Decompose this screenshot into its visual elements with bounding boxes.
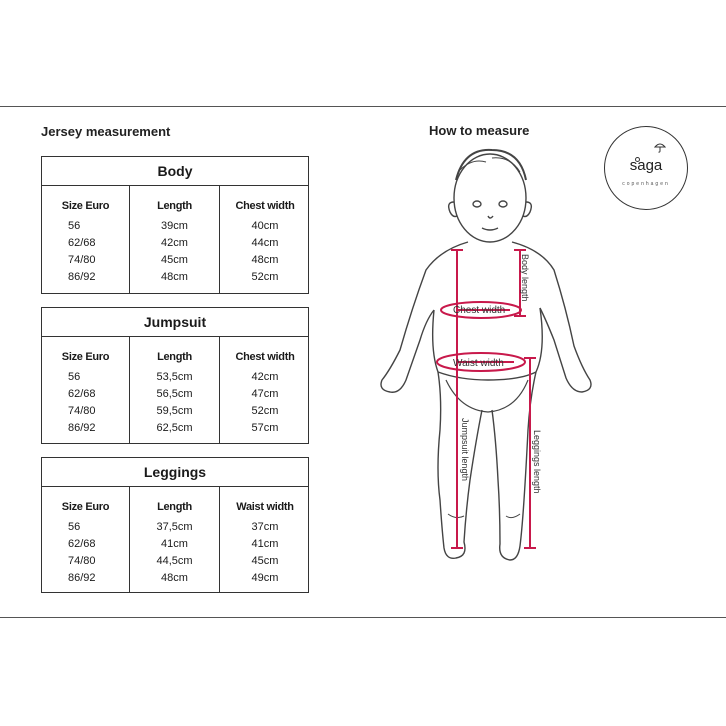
size-column: Size Euro 56 62/68 74/80 86/92 (42, 487, 130, 592)
table-body (41, 156, 309, 294)
baby-body (381, 242, 591, 560)
chest-width-label: Chest width (453, 305, 506, 316)
width-column: Chest width 40cm 44cm 48cm 52cm (235, 200, 295, 283)
table-leggings (41, 457, 309, 593)
table-title: Leggings (41, 457, 309, 487)
umbrella-icon (654, 141, 666, 153)
size-column: Size Euro 56 62/68 74/80 86/92 (42, 337, 130, 443)
table-jumpsuit (41, 307, 309, 444)
right-heading: How to measure (429, 123, 530, 138)
body-length-label: Body length (520, 254, 530, 302)
length-column: Length 39cm 42cm 45cm 48cm (130, 186, 220, 293)
saga-logo (604, 126, 688, 210)
table-title: Jumpsuit (41, 307, 309, 337)
length-column: Length 37,5cm 41cm 44,5cm 48cm (130, 487, 220, 592)
waist-width-label: Waist width (453, 358, 504, 369)
baby-figure-diagram (360, 140, 600, 580)
logo-wordmark: saga (629, 157, 663, 174)
table-title: Body (41, 156, 309, 186)
left-heading: Jersey measurement (41, 124, 171, 139)
logo-subtitle: copenhagen (622, 181, 670, 187)
size-column: Size Euro 56 62/68 74/80 86/92 (42, 186, 130, 293)
jumpsuit-length-label: Jumpsuit length (460, 418, 470, 482)
width-column: Waist width 37cm 41cm 45cm 49cm (236, 501, 294, 584)
leggings-length-label: Leggings length (532, 430, 542, 494)
length-column: Length 53,5cm 56,5cm 59,5cm 62,5cm (130, 337, 220, 443)
baby-head (449, 150, 532, 242)
width-column: Chest width 42cm 47cm 52cm 57cm (235, 351, 295, 434)
